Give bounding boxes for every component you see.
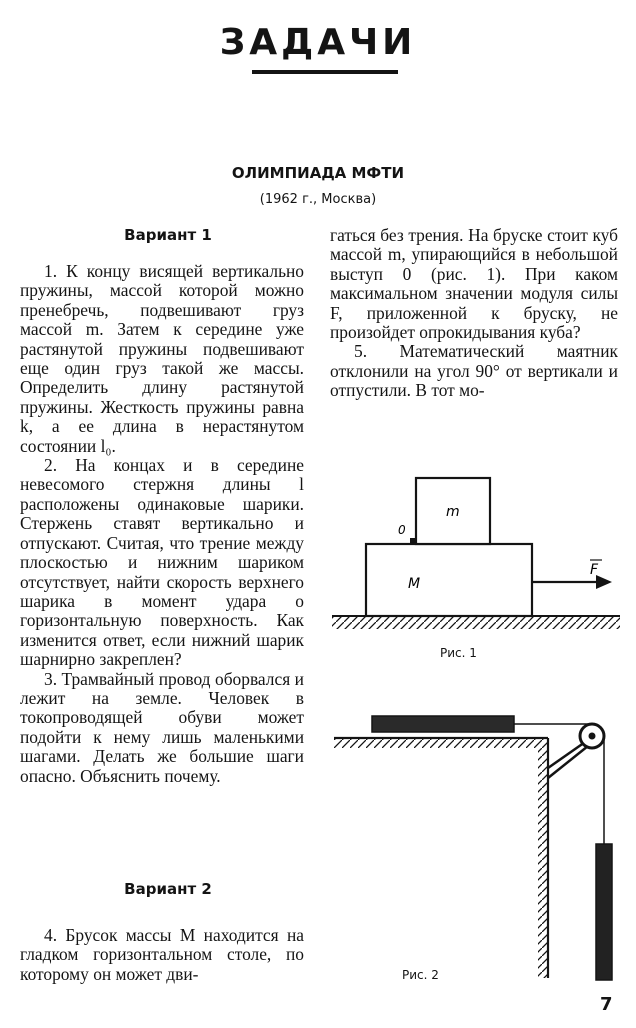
block-M: [366, 544, 532, 616]
table-edge-hatching: [538, 748, 548, 978]
problem-2: 2. На концах и в середине невесомого стержня длины l расположены одинаковые шарики. Стержень ставят вертикально и отпускают. Считая, что трение между плоскостью и нижним шариком отсутствует, найти скорость верхнего шарика в момент удара о горизонтальную поверхность. Как изменится ответ, если нижний шарик шарнирно закреплен?: [20, 455, 304, 670]
right-column-text: [330, 226, 618, 401]
problem-4-continued: гаться без трения. На бруске стоит куб массой m, упирающийся в небольшой выступ 0 (рис. 1). При каком максимальном значении модуля силы F, приложенной к бруску, не произойдет опрокидывания куба?: [330, 225, 618, 343]
force-label: F: [590, 562, 599, 578]
figure-1-caption: Рис. 1: [440, 646, 477, 660]
force-arrow-head: [596, 575, 612, 589]
variant-2-heading: Вариант 2: [124, 880, 212, 898]
ledge-label: 0: [398, 523, 406, 537]
section-title: ОЛИМПИАДА МФТИ: [231, 164, 405, 182]
title-underline: [252, 70, 398, 74]
cube-m-label: m: [446, 504, 460, 520]
page-number: 7: [600, 994, 613, 1015]
variant-1-heading: Вариант 1: [124, 226, 212, 244]
pulley-bracket-lower: [548, 746, 588, 778]
block-M-label: M: [408, 576, 421, 592]
table-hatching: [334, 738, 548, 748]
problem-1: 1. К концу висящей вертикально пружины, массой которой можно пренебречь, подвешивают груз массой m. Затем к середине уже растянутой пружины подвешивают еще один груз такой же массы. Определить длину растянутой пружины. Жесткость пружины равна k, а ее длина в нерастянутом состоянии l₀.: [20, 261, 304, 456]
page-title: ЗАДАЧИ: [219, 22, 417, 63]
section-subtitle: (1962 г., Москва): [259, 192, 377, 207]
pulley-axle: [589, 733, 596, 740]
ground-hatching: [332, 617, 620, 629]
figure-2-caption: Рис. 2: [402, 968, 439, 982]
hanging-weight: [596, 844, 612, 980]
problem-3: 3. Трамвайный провод оборвался и лежит на земле. Человек в токопроводящей обуви может подойти к нему лишь маленькими шагами. Делать же большие шаги опасно. Объяснить почему.: [20, 668, 304, 786]
block-on-table: [372, 716, 514, 732]
figure-2-diagram: [326, 708, 626, 988]
problem-5-start: 5. Математический маятник отклонили на угол 90° от вертикали и отпустили. В тот мо-: [330, 341, 618, 401]
left-column-variant-2: [20, 926, 304, 984]
left-column-variant-1: [20, 262, 304, 786]
figure-1-diagram: [320, 470, 626, 640]
problem-4-start: 4. Брусок массы M находится на гладком горизонтальном столе, по которому он может дви-: [20, 925, 304, 984]
